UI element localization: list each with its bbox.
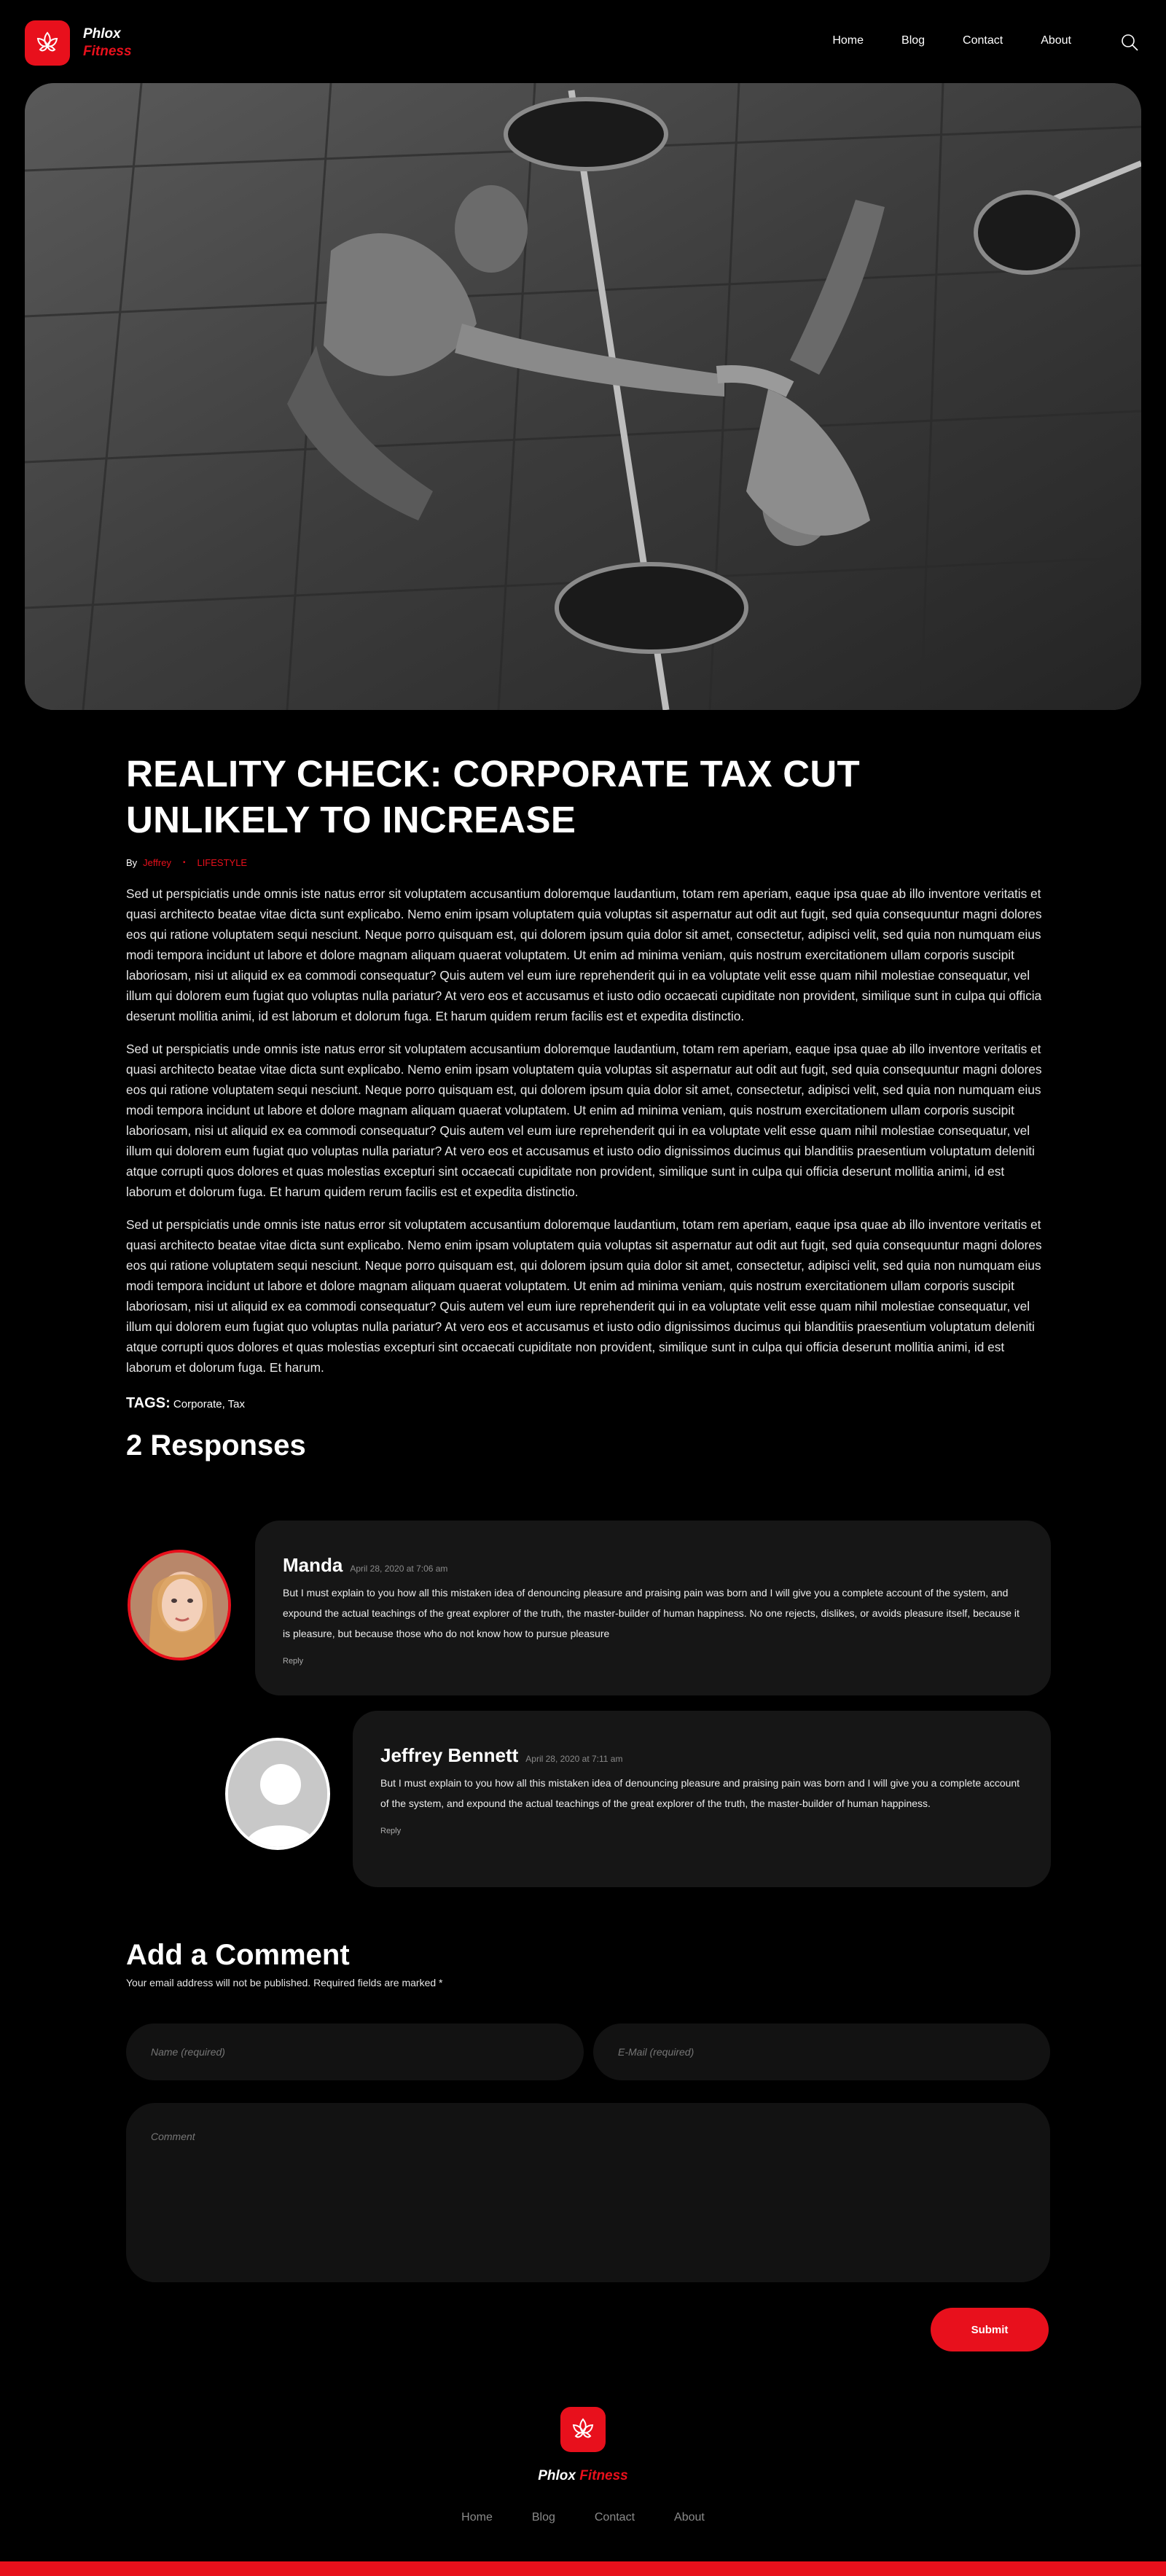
comment-text: But I must explain to you how all this mistaken idea of denouncing pleasure and praising pain was born and I will give you a complete account of the system, and expound the actual teachings of the great explorer of the truth, the master-builder of human happiness. [380,1777,1020,1809]
comment-date: April 28, 2020 at 7:06 am [350,1564,448,1574]
email-input[interactable] [593,2023,1050,2080]
article-paragraph: Sed ut perspiciatis unde omnis iste natus error sit voluptatem accusantium doloremque laudantium, totam rem aperiam, eaque ipsa quae ab illo inventore veritatis et quasi architecto beatae vitae dicta sunt explicabo. Nemo enim ipsam voluptatem quia voluptas sit aspernatur aut odit aut fugit, sed quia consequuntur magni dolores eos qui ratione voluptatem sequi nesciunt. Neque porro quisquam est, qui dolorem ipsum quia dolor sit amet, consectetur, adipisci velit, sed quia non numquam eius modi tempora incidunt ut labore et dolore magnam aliquam quaerat voluptatem. Ut enim ad minima veniam, quis nostrum exercitationem ullam corporis suscipit laboriosam, nisi ut aliquid ex ea commodi consequatur? Quis autem vel eum iure reprehenderit qui in ea voluptate velit esse quam nihil molestiae consequatur, vel illum qui dolorem eum fugiat quo voluptas nulla pariatur? At vero eos et accusamus et iusto odio dignissimos ducimus qui blanditiis praesentium voluptatum deleniti atque corrupti quos dolores et quas molestias excepturi sint occaecati cupiditate non provident, similique sunt in culpa qui officia deserunt mollitia animi, id est laborum et dolorum fuga. Et harum. [126,1217,1042,1375]
article-body [126,883,1050,1378]
footer-nav [0,2511,1166,2524]
footer-brand-a: Phlox [538,2468,576,2483]
nav-home[interactable]: Home [832,34,864,47]
reply-link[interactable]: Reply [283,1657,304,1666]
brand-line2: Fitness [83,44,132,59]
add-comment-title: Add a Comment [126,1939,350,1971]
comment-card [353,1711,1051,1887]
category-link[interactable]: LIFESTYLE [197,857,248,868]
article-paragraph: Sed ut perspiciatis unde omnis iste natus error sit voluptatem accusantium doloremque laudantium, totam rem aperiam, eaque ipsa quae ab illo inventore veritatis et quasi architecto beatae vitae dicta sunt explicabo. Nemo enim ipsam voluptatem quia voluptas sit aspernatur aut odit aut fugit, sed quia consequuntur magni dolores eos qui ratione voluptatem sequi nesciunt. Neque porro quisquam est, qui dolorem ipsum quia dolor sit amet, consectetur, adipisci velit, sed quia non numquam eius modi tempora incidunt ut labore et dolore magnam aliquam quaerat voluptatem. Ut enim ad minima veniam, quis nostrum exercitationem ullam corporis suscipit laboriosam, nisi ut aliquid ex ea commodi consequatur? Quis autem vel eum iure reprehenderit qui in ea voluptate velit esse quam nihil molestiae consequatur, vel illum qui dolorem eum fugiat quo voluptas nulla pariatur? At vero eos et accusamus et iusto odio occaecati cupiditate non provident, similique sunt in culpa qui officia deserunt mollitia animi, id est laborum et dolorum fuga. Et harum quidem rerum facilis est et expedita distinctio. [126,886,1042,1023]
footer-nav-home[interactable]: Home [461,2511,493,2524]
footer-nav-blog[interactable]: Blog [531,2511,555,2524]
avatar-default [225,1738,330,1850]
tags-links[interactable]: Corporate, Tax [173,1398,246,1410]
site-logo[interactable] [25,20,132,66]
article-tags [126,1395,1050,1412]
footer-nav-contact[interactable]: Contact [594,2511,635,2524]
comment-author: Manda [283,1554,343,1576]
footer-brand-b: Fitness [579,2468,628,2483]
footer-nav-about[interactable]: About [674,2511,705,2524]
nav-blog[interactable]: Blog [901,34,926,47]
add-comment-note: Your email address will not be published. Required fields are marked * [126,1977,443,1988]
nav-about[interactable]: About [1041,34,1071,47]
name-input[interactable] [126,2023,584,2080]
submit-button[interactable]: Submit [931,2308,1049,2351]
lotus-logo-icon [25,20,70,66]
author-link[interactable]: Jeffrey [143,857,171,868]
tags-label: TAGS: [126,1395,171,1411]
meta-separator: • [182,859,186,867]
comment-card [255,1521,1051,1695]
by-label: By [126,857,138,868]
brand-line1: Phlox [83,26,121,42]
comment-date: April 28, 2020 at 7:11 am [525,1754,623,1764]
reply-link[interactable]: Reply [380,1827,402,1835]
article-paragraph: Sed ut perspiciatis unde omnis iste natus error sit voluptatem accusantium doloremque laudantium, totam rem aperiam, eaque ipsa quae ab illo inventore veritatis et quasi architecto beatae vitae dicta sunt explicabo. Nemo enim ipsam voluptatem quia voluptas sit aspernatur aut odit aut fugit, sed quia consequuntur magni dolores eos qui ratione voluptatem sequi nesciunt. Neque porro quisquam est, qui dolorem ipsum quia dolor sit amet, consectetur, adipisci velit, sed quia non numquam eius modi tempora incidunt ut labore et dolore magnam aliquam quaerat voluptatem. Ut enim ad minima veniam, quis nostrum exercitationem ullam corporis suscipit laboriosam, nisi ut aliquid ex ea commodi consequatur? Quis autem vel eum iure reprehenderit qui in ea voluptate velit esse quam nihil molestiae consequatur, vel illum qui dolorem eum fugiat quo voluptas nulla pariatur? At vero eos et accusamus et iusto odio dignissimos ducimus qui blanditiis praesentium voluptatum deleniti atque corrupti quos dolores et quas molestias excepturi sint occaecati cupiditate non provident, similique sunt in culpa qui officia deserunt mollitia animi, id est laborum et dolorum fuga. Et harum quidem rerum facilis est et expedita distinctio. [126,1042,1042,1199]
article-title: REALITY CHECK: CORPORATE TAX CUT UNLIKELY TO INCREASE [126,753,860,840]
comment-text: But I must explain to you how all this mistaken idea of denouncing pleasure and praising pain was born and I will give you a complete account of the system, and expound the actual teachings of the great explorer of the truth, the master-builder of human happiness. No one rejects, dislikes, or avoids pleasure itself, because it is pleasure, but because those who do not know how to pursue pleasure [283,1587,1020,1639]
gym-photo-illustration [25,83,1141,710]
responses-title: 2 Responses [126,1429,306,1461]
comment-header [380,1744,1023,1767]
comment-header [283,1554,1023,1577]
search-icon[interactable] [1119,32,1140,52]
main-nav [794,34,1071,47]
comment-author: Jeffrey Bennett [380,1744,519,1766]
article [126,751,1050,1462]
article-meta [126,857,1050,868]
hero-image [25,83,1141,710]
footer-brand [0,2468,1166,2484]
footer-accent-bar [0,2561,1166,2576]
nav-contact[interactable]: Contact [963,34,1003,47]
comment-placeholder: Comment [151,2131,195,2142]
brand-name [83,26,132,61]
comment-textarea[interactable] [126,2103,1050,2282]
avatar-manda [128,1550,231,1660]
site-header [0,0,1166,84]
footer-lotus-logo-icon[interactable] [560,2407,606,2452]
